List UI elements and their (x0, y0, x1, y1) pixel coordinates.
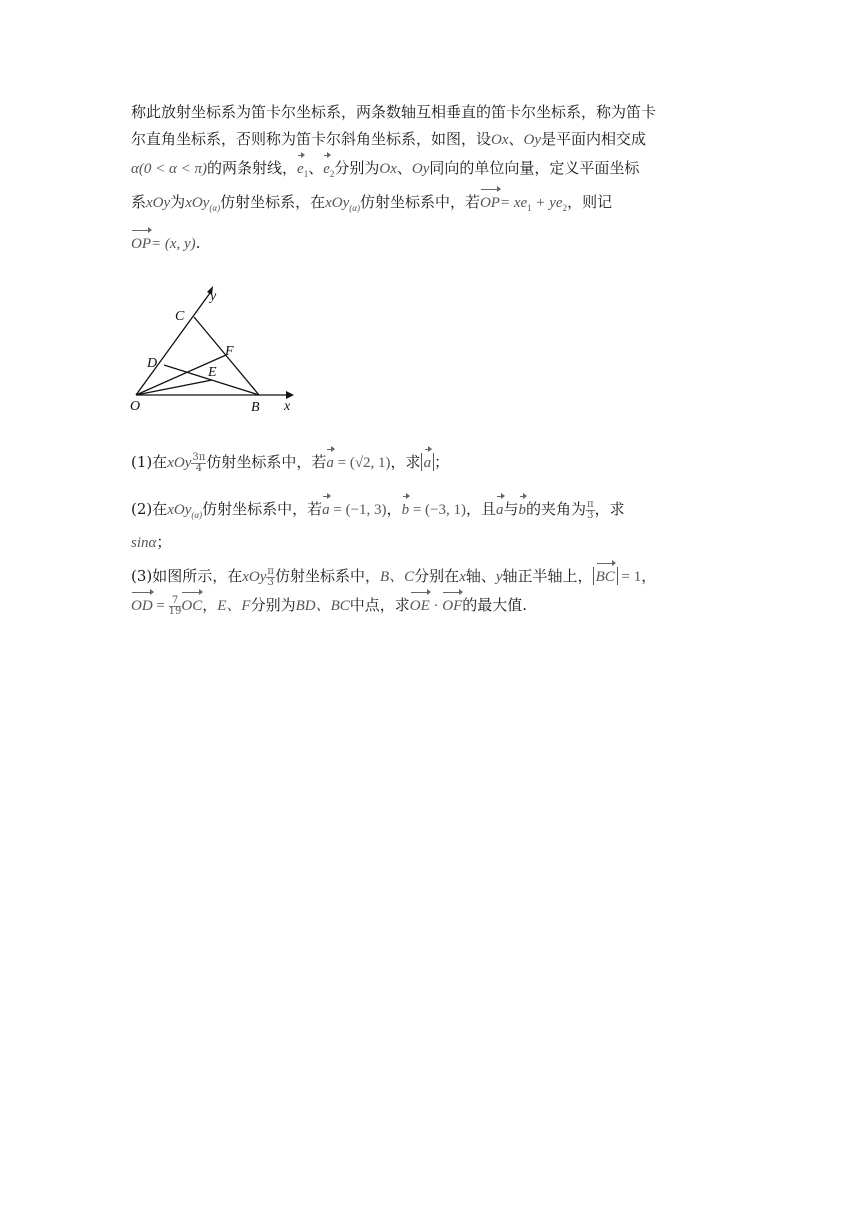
ray-oy: Oy (523, 132, 542, 148)
q1-text: (1)在 (131, 453, 168, 471)
notation-line (131, 229, 733, 258)
q3-coord: xOy (242, 569, 267, 585)
q2-sin-alpha: sinα (131, 535, 157, 551)
vector-a: a (322, 495, 330, 524)
vector-oe: OE (410, 591, 430, 620)
q2-text: 与 (503, 500, 519, 518)
q3-text: (3)如图所示，在 (131, 567, 243, 585)
q1-vector-value: = (√2, 1) (333, 455, 391, 471)
q2-angle-fraction: $\frac{\pi}{3}$ (587, 498, 594, 521)
q2-text: (2)在 (131, 500, 168, 518)
vector-od: OD (131, 591, 153, 620)
q3-text: 轴、 (465, 567, 496, 585)
q2-text: ，且 (466, 500, 497, 518)
q1-coord: xOy (167, 455, 192, 471)
x-axis-arrow (286, 391, 294, 399)
label-c: C (175, 309, 185, 324)
intro-text: 仿射坐标系中，若 (359, 193, 480, 211)
q1-text: 仿射坐标系中，若 (206, 453, 327, 471)
vector-a: a (496, 495, 504, 524)
q3-text: 分别为 (250, 596, 296, 614)
q2-vector-a-value: = (−1, 3) (329, 502, 387, 518)
q3-dot: · (429, 598, 443, 614)
q2-text: 的夹角为 (526, 500, 587, 518)
q3-angle-fraction: $\frac{\pi}{3}$ (267, 565, 274, 588)
q2-text: ； (156, 533, 172, 551)
vector-of: OF (442, 591, 462, 620)
alpha-subscript: (α) (209, 203, 221, 213)
coord-system: xOy (146, 195, 171, 211)
q3-text: 轴正半轴上， (502, 567, 593, 585)
affine-coordinate-figure (126, 283, 296, 415)
ray-oy: Oy (411, 161, 430, 177)
q2-coord: xOy (167, 502, 192, 518)
unit-vector-e2: e (323, 154, 330, 183)
segment-oe (136, 380, 212, 395)
vector-op: OP (131, 229, 151, 258)
q2-text: ，求 (594, 500, 625, 518)
q3-x-axis: x (459, 569, 466, 585)
intro-text: 同向的单位向量，定义平面坐标 (429, 159, 640, 177)
y-axis (136, 293, 210, 395)
separator: 、 (508, 130, 524, 148)
question-3 (131, 562, 733, 620)
label-y: y (210, 289, 217, 304)
question-1 (131, 448, 733, 477)
q3-text: 中点，求 (349, 596, 410, 614)
affine-system: xOy (185, 195, 210, 211)
period: . (195, 234, 201, 252)
intro-text: 是平面内相交成 (541, 130, 647, 148)
q3-text: 分别在 (414, 567, 460, 585)
op-expression: = xe (499, 195, 528, 211)
intro-text: 的两条射线， (207, 159, 298, 177)
intro-text: 分别为 (334, 159, 380, 177)
separator: 、 (308, 159, 324, 177)
vector-b: b (402, 495, 410, 524)
q1-angle-fraction: $\frac{3\pi}{4}$ (192, 451, 206, 474)
label-x: x (284, 399, 291, 414)
unit-vector-e1: e (297, 154, 304, 183)
q1-text: ，求 (390, 453, 421, 471)
vector-op: OP (480, 188, 500, 217)
q1-magnitude: a (421, 453, 435, 471)
alpha-condition: α(0 < α < π) (131, 161, 207, 177)
q3-bc-magnitude: BC (593, 567, 618, 585)
op-coordinates: = (x, y) (151, 236, 196, 252)
separator: 、 (396, 159, 412, 177)
q3-text: 的最大值. (462, 596, 528, 614)
q3-points-ef: E、F (217, 598, 251, 614)
affine-system: xOy (325, 195, 350, 211)
q3-segments: BD、BC (295, 598, 350, 614)
intro-text: 为 (170, 193, 186, 211)
q3-text: ， (641, 567, 657, 585)
q3-y-axis: y (495, 569, 503, 585)
intro-paragraph: 称此放射坐标系为笛卡尔坐标系，两条数轴互相垂直的笛卡尔坐标系，称为笛卡 尔直角坐标系，否则称为笛卡尔斜角坐标系，如图，设Ox、Oy是平面内相交成 α(0 < α < π)的两条射线，$e_1$、$e_2$分别为Ox、Oy同向的单位向量，定义平面坐标 系xOy为xOy$_{(\alpha)}$仿射坐标系，在xOy$_{(\alpha)}$仿射坐标系中，若$OP= xe_1 + ye_2$，则记 (131, 99, 733, 222)
vector-a: a (326, 448, 334, 477)
q2-subscript: (α) (191, 510, 203, 520)
label-o: O (130, 399, 141, 414)
intro-text: ，则记 (567, 193, 613, 211)
q3-points-bc: B、C (380, 569, 415, 585)
q1-text: ； (434, 453, 450, 471)
ray-ox: Ox (491, 132, 509, 148)
op-expression-plus: + ye (531, 195, 563, 211)
intro-text: 尔直角坐标系，否则称为笛卡尔斜角坐标系，如图，设 (131, 130, 492, 148)
label-e: E (208, 365, 217, 380)
q3-text: 仿射坐标系中， (274, 567, 380, 585)
intro-line-1: 称此放射坐标系为笛卡尔坐标系，两条数轴互相垂直的笛卡尔坐标系，称为笛卡 (131, 103, 657, 121)
q2-text: 仿射坐标系中，若 (202, 500, 323, 518)
label-f: F (225, 344, 234, 359)
intro-text: 系 (131, 193, 147, 211)
ray-ox: Ox (379, 161, 397, 177)
intro-text: 仿射坐标系，在 (220, 193, 326, 211)
alpha-subscript: (α) (349, 203, 360, 213)
q2-vector-b-value: = (−3, 1) (409, 502, 466, 518)
label-b: B (251, 400, 260, 415)
label-d: D (147, 356, 158, 371)
q3-ratio-fraction: $\frac{7}{19}$ (168, 594, 182, 617)
q3-equals: = (152, 598, 169, 614)
q3-bc-value: = 1 (617, 569, 642, 585)
vector-oc: OC (181, 591, 202, 620)
vector-b: b (519, 495, 527, 524)
q2-text: ， (386, 500, 402, 518)
question-2 (131, 495, 733, 557)
q3-text: ， (202, 596, 218, 614)
